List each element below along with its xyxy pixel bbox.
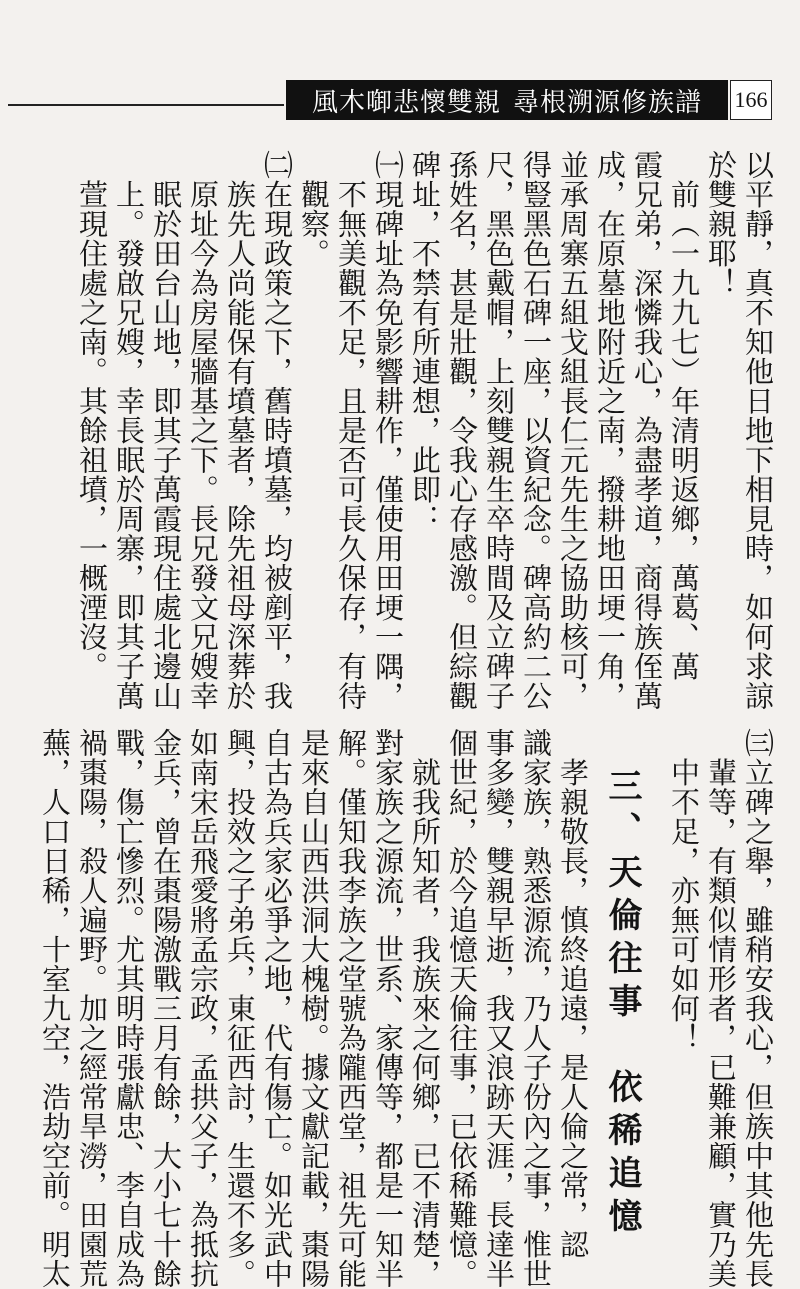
header-title-right: 尋根溯源修族譜 [513,87,703,118]
text-column: 霞兄弟，深憐我心，為盡孝道，商得族侄萬 [630,150,664,711]
section-heading: 三、天倫往事 依稀追憶 [602,768,642,1241]
text-column: 解。僅知我李族之堂號為隴西堂，祖先可能 [334,728,368,1289]
text-column: 金兵，曾在棗陽激戰三月有餘，大小七十餘 [149,728,183,1289]
text-column: 是來自山西洪洞大槐樹。據文獻記載，棗陽 [297,728,331,1289]
text-column: 並承周寨五組戈組長仁元先生之協助核可， [556,150,590,711]
header-title-left: 風木啣悲懷雙親 [311,87,501,118]
list-item-2: 原址今為房屋牆基之下。長兄發文兄嫂幸 [186,150,220,711]
text-column: 蕪，人口日稀，十室九空，浩劫空前。明太 [38,728,72,1289]
text-column: 如南宋岳飛愛將孟宗政，孟拱父子，為抵抗 [186,728,220,1289]
text-column: 對家族之源流，世系、家傳等，都是一知半 [371,728,405,1289]
text-column: 興，投效之子弟兵，東征西討，生還不多。 [223,728,257,1289]
list-item-2: 萱現住處之南。其餘祖墳，一概湮沒。 [75,150,109,681]
text-column: 前（一九九七）年清明返鄉，萬葛、萬 [667,150,701,681]
text-column: 碑址，不禁有所連想，此即： [408,150,442,534]
list-item-3: ㈢立碑之舉，雖稍安我心，但族中其他先長 [741,728,775,1289]
header-rule [8,104,284,106]
text-column: 識家族，熟悉源流，乃人子份內之事，惟世 [519,728,553,1289]
list-item-2: 族先人尚能保有墳墓者，除先祖母深葬於 [223,150,257,711]
text-column: 於雙親耶！ [704,150,738,298]
text-column: 事多變，雙親早逝，我又浪跡天涯，長達半 [482,728,516,1289]
text-column: 自古為兵家必爭之地，代有傷亡。如光武中 [260,728,294,1289]
list-item-1: 不無美觀不足，且是否可長久保存，有待 [334,150,368,711]
running-header [286,80,728,120]
list-item-3: 輩等，有類似情形者，已難兼顧，實乃美 [704,728,738,1289]
list-item-3: 中不足，亦無可如何！ [667,728,701,1053]
text-column: 戰，傷亡慘烈。尤其明時張獻忠、李自成為 [112,728,146,1289]
text-column: 以平靜，真不知他日地下相見時，如何求諒 [741,150,775,711]
text-column: 個世紀，於今追憶天倫往事，已依稀難憶。 [445,728,479,1289]
text-column: 得豎黑色石碑一座，以資紀念。碑高約二公 [519,150,553,711]
list-item-2: ㈡在現政策之下，舊時墳墓，均被剷平，我 [260,150,294,711]
text-column: 成，在原墓地附近之南，撥耕地田埂一角， [593,150,627,711]
list-item-2: 上。發啟兄嫂，幸長眠於周寨，即其子萬 [112,150,146,711]
list-item-1: 觀察。 [297,150,331,268]
text-column: 孫姓名，甚是壯觀，令我心存感激。但綜觀 [445,150,479,711]
text-column: 就我所知者，我族來之何鄉，已不清楚， [408,728,442,1289]
text-column: 禍棗陽，殺人遍野。加之經常旱澇，田園荒 [75,728,109,1289]
page-number: 166 [730,80,772,120]
text-column: 尺，黑色戴帽，上刻雙親生卒時間及立碑子 [482,150,516,711]
text-column: 孝親敬長，慎終追遠，是人倫之常，認 [556,728,590,1259]
list-item-1: ㈠現碑址為免影響耕作，僅使用田埂一隅， [371,150,405,711]
list-item-2: 眠於田台山地，即其子萬霞現住處北邊山 [149,150,183,711]
